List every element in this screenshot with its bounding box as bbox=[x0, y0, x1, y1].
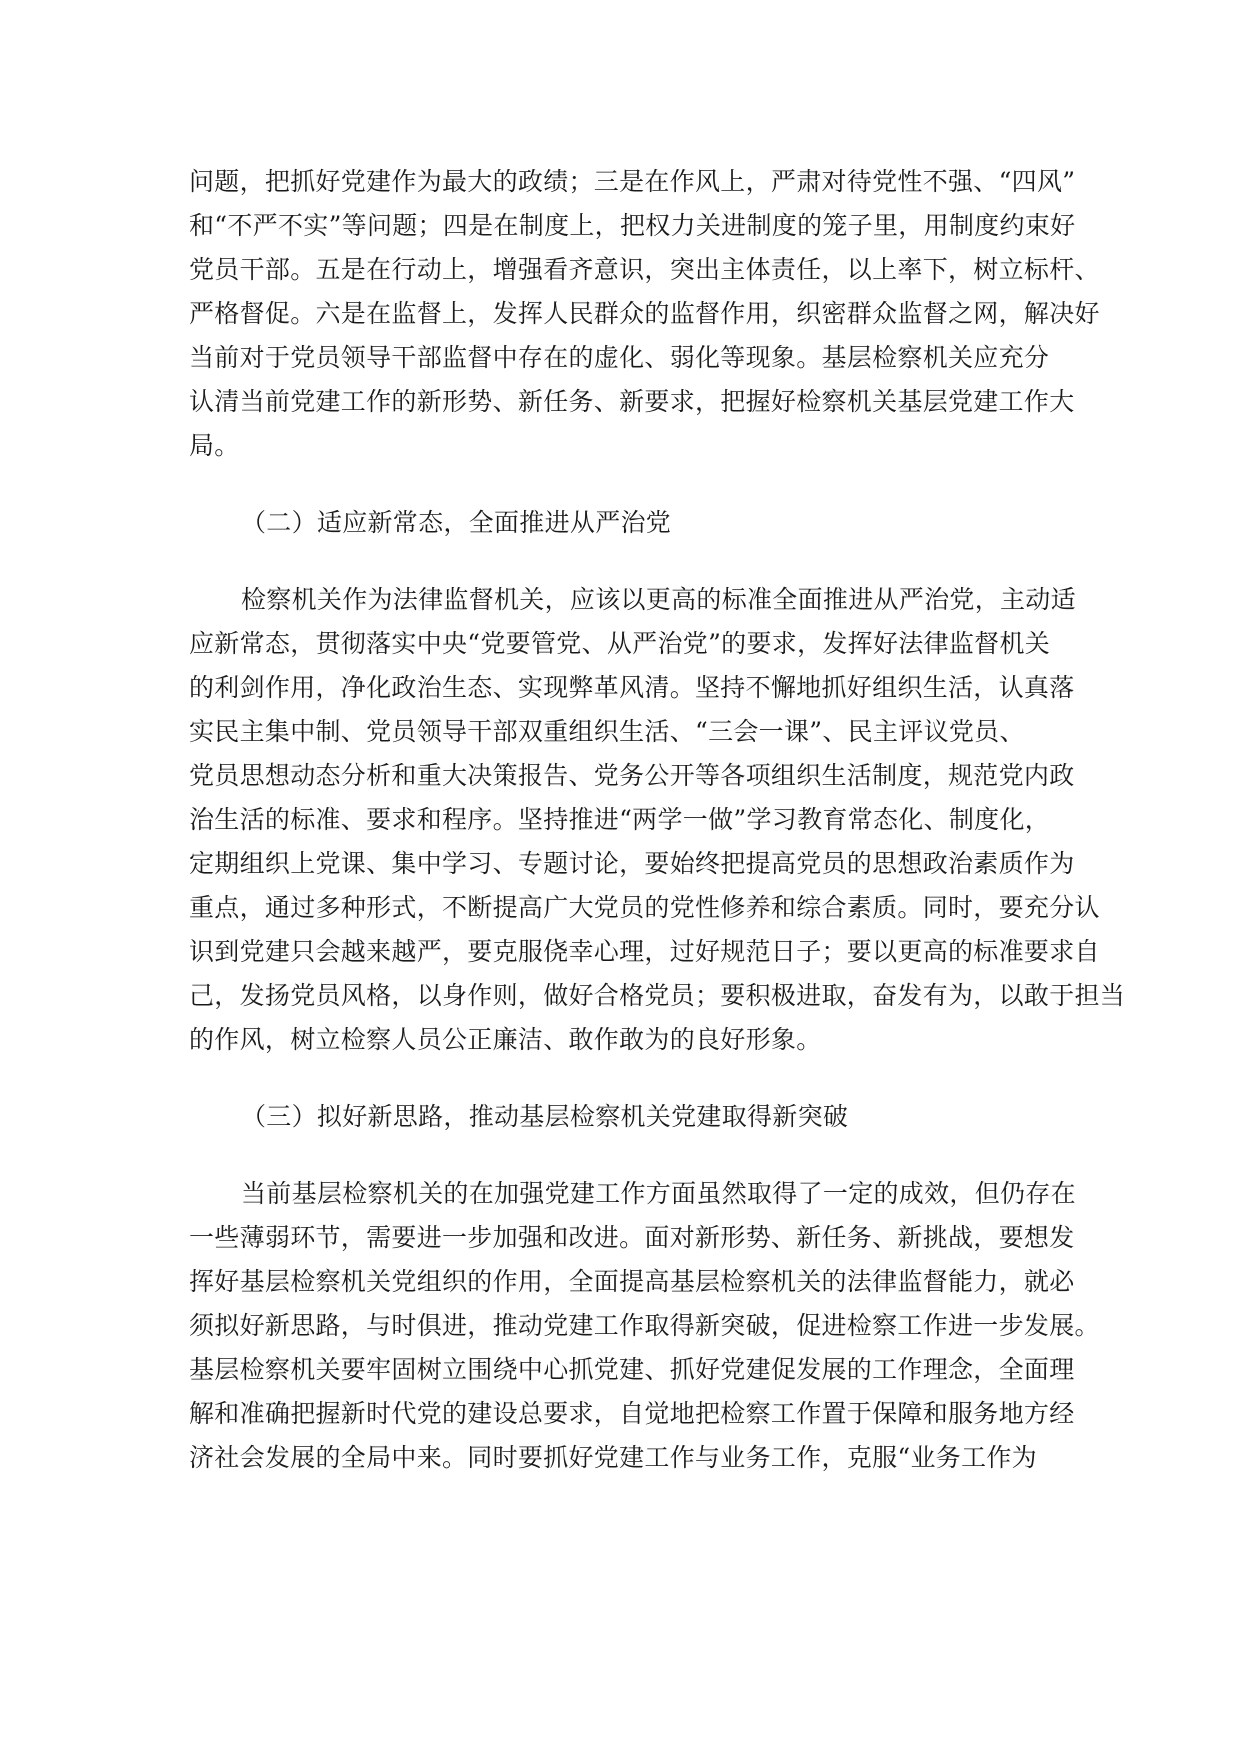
text-line: 局。 bbox=[189, 431, 240, 460]
section-3-paragraph bbox=[189, 1172, 1100, 1480]
paragraph-spacing bbox=[189, 468, 1051, 501]
text-line: 的利剑作用，净化政治生态、实现弊革风清。坚持不懈地抓好组织生活，认真落 bbox=[189, 673, 1075, 702]
paragraph-spacing bbox=[189, 1062, 1051, 1095]
document-body bbox=[189, 160, 1126, 1480]
text-line: 实民主集中制、党员领导干部双重组织生活、“三会一课”、民主评议党员、 bbox=[189, 717, 1025, 746]
text-line: 的作风，树立检察人员公正廉洁、敢作敢为的良好形象。 bbox=[189, 1025, 822, 1054]
paragraph-spacing bbox=[189, 1139, 1051, 1172]
text-line: 挥好基层检察机关党组织的作用，全面提高基层检察机关的法律监督能力，就必 bbox=[189, 1267, 1075, 1296]
text-line: 应新常态，贯彻落实中央“党要管党、从严治党”的要求，发挥好法律监督机关 bbox=[189, 629, 1051, 658]
text-line: 严格督促。六是在监督上，发挥人民群众的监督作用，织密群众监督之网，解决好 bbox=[189, 299, 1100, 328]
section-2-paragraph bbox=[189, 578, 1126, 1062]
text-line: 重点，通过多种形式，不断提高广大党员的党性修养和综合素质。同时，要充分认 bbox=[189, 893, 1100, 922]
text-line: 党员思想动态分析和重大决策报告、党务公开等各项组织生活制度，规范党内政 bbox=[189, 761, 1075, 790]
text-line: 基层检察机关要牢固树立围绕中心抓党建、抓好党建促发展的工作理念，全面理 bbox=[189, 1355, 1075, 1384]
text-line: 治生活的标准、要求和程序。坚持推进“两学一做”学习教育常态化、制度化， bbox=[189, 805, 1051, 834]
text-line: 济社会发展的全局中来。同时要抓好党建工作与业务工作，克服“业务工作为 bbox=[189, 1443, 1037, 1472]
text-line: 识到党建只会越来越严，要克服侥幸心理，过好规范日子；要以更高的标准要求自 bbox=[189, 937, 1100, 966]
text-line: 一些薄弱环节，需要进一步加强和改进。面对新形势、新任务、新挑战，要想发 bbox=[189, 1223, 1075, 1252]
section-heading-2: （二）适应新常态，全面推进从严治党 bbox=[241, 508, 672, 537]
text-line: 己，发扬党员风格，以身作则，做好合格党员；要积极进取，奋发有为，以敢于担当 bbox=[189, 981, 1126, 1010]
text-line: 和“不严不实”等问题；四是在制度上，把权力关进制度的笼子里，用制度约束好 bbox=[189, 211, 1076, 240]
text-line: 检察机关作为法律监督机关，应该以更高的标准全面推进从严治党，主动适 bbox=[241, 585, 1076, 614]
intro-paragraph bbox=[189, 160, 1100, 468]
text-line: 定期组织上党课、集中学习、专题讨论，要始终把提高党员的思想政治素质作为 bbox=[189, 849, 1075, 878]
text-line: 问题，把抓好党建作为最大的政绩；三是在作风上，严肃对待党性不强、“四风” bbox=[189, 167, 1076, 196]
text-line: 当前对于党员领导干部监督中存在的虚化、弱化等现象。基层检察机关应充分 bbox=[189, 343, 1050, 372]
section-heading-3: （三）拟好新思路，推动基层检察机关党建取得新突破 bbox=[241, 1102, 849, 1131]
paragraph-spacing bbox=[189, 545, 1051, 578]
text-line: 认清当前党建工作的新形势、新任务、新要求，把握好检察机关基层党建工作大 bbox=[189, 387, 1075, 416]
text-line: 当前基层检察机关的在加强党建工作方面虽然取得了一定的成效，但仍存在 bbox=[241, 1179, 1076, 1208]
text-line: 须拟好新思路，与时俱进，推动党建工作取得新突破，促进检察工作进一步发展。 bbox=[189, 1311, 1100, 1340]
text-line: 党员干部。五是在行动上，增强看齐意识，突出主体责任，以上率下，树立标杆、 bbox=[189, 255, 1100, 284]
text-line: 解和准确把握新时代党的建设总要求，自觉地把检察工作置于保障和服务地方经 bbox=[189, 1399, 1075, 1428]
